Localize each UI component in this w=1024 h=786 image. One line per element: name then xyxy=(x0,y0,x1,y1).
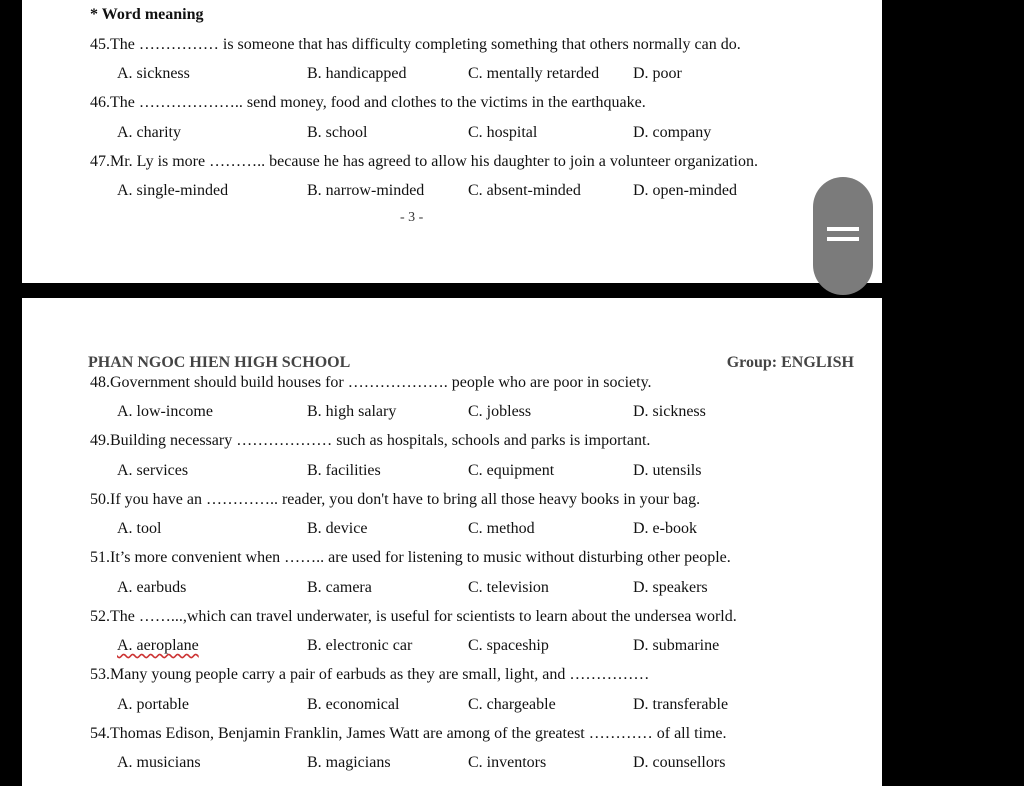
option-52-a xyxy=(117,637,199,655)
option-51-d: D. speakers xyxy=(633,579,708,596)
option-45-c: C. mentally retarded xyxy=(468,65,600,82)
document-page-top xyxy=(22,0,882,283)
question-47: 47.Mr. Ly is more ……….. because he has agreed to allow his daughter to join a volunteer organization. xyxy=(90,153,758,170)
option-46-d: D. company xyxy=(633,124,712,141)
option-54-d: D. counsellors xyxy=(633,754,726,771)
option-48-b: B. high salary xyxy=(307,403,397,420)
option-53-c: C. chargeable xyxy=(468,696,556,713)
option-52-c: C. spaceship xyxy=(468,637,549,654)
question-46: 46.The ……………….. send money, food and clothes to the victims in the earthquake. xyxy=(90,94,646,111)
question-48: 48.Government should build houses for ………………. people who are poor in society. xyxy=(90,374,652,391)
option-45-d: D. poor xyxy=(633,65,682,82)
option-53-d: D. transferable xyxy=(633,696,729,713)
option-47-c: C. absent-minded xyxy=(468,182,581,199)
option-53-b: B. economical xyxy=(307,696,400,713)
option-50-a: A. tool xyxy=(117,520,162,537)
option-50-b: B. device xyxy=(307,520,368,537)
option-50-c: C. method xyxy=(468,520,535,537)
option-54-b: B. magicians xyxy=(307,754,391,771)
option-49-d: D. utensils xyxy=(633,462,702,479)
option-49-b: B. facilities xyxy=(307,462,381,479)
question-51: 51.It’s more convenient when …….. are used for listening to music without disturbing other people. xyxy=(90,549,731,566)
question-53: 53.Many young people carry a pair of earbuds as they are small, light, and …………… xyxy=(90,666,650,683)
option-52-a-text: A. aeroplane xyxy=(117,637,199,654)
option-54-c: C. inventors xyxy=(468,754,547,771)
option-46-b: B. school xyxy=(307,124,368,141)
option-51-b: B. camera xyxy=(307,579,372,596)
question-52: 52.The ……...,which can travel underwater, is useful for scientists to learn about the undersea world. xyxy=(90,608,737,625)
scroll-handle[interactable] xyxy=(813,177,873,295)
option-46-a: A. charity xyxy=(117,124,181,141)
question-54: 54.Thomas Edison, Benjamin Franklin, James Watt are among of the greatest ………… of all time. xyxy=(90,725,727,742)
question-45: 45.The …………… is someone that has difficulty completing something that others normally can do. xyxy=(90,36,741,53)
school-name: PHAN NGOC HIEN HIGH SCHOOL xyxy=(88,354,351,371)
option-53-a: A. portable xyxy=(117,696,189,713)
option-51-c: C. television xyxy=(468,579,549,596)
option-49-c: C. equipment xyxy=(468,462,555,479)
section-heading: * Word meaning xyxy=(90,6,204,23)
question-49: 49.Building necessary ……………… such as hospitals, schools and parks is important. xyxy=(90,432,651,449)
question-50: 50.If you have an ………….. reader, you don't have to bring all those heavy books in your bag. xyxy=(90,491,701,508)
option-51-a: A. earbuds xyxy=(117,579,187,596)
option-49-a: A. services xyxy=(117,462,189,479)
option-45-a: A. sickness xyxy=(117,65,190,82)
document-page-bottom xyxy=(22,298,882,786)
option-52-b: B. electronic car xyxy=(307,637,413,654)
option-47-b: B. narrow-minded xyxy=(307,182,425,199)
page-number: - 3 - xyxy=(400,210,424,225)
drag-handle-icon xyxy=(827,227,859,243)
option-54-a: A. musicians xyxy=(117,754,201,771)
option-45-b: B. handicapped xyxy=(307,65,407,82)
option-48-a: A. low-income xyxy=(117,403,213,420)
option-52-d: D. submarine xyxy=(633,637,720,654)
option-50-d: D. e-book xyxy=(633,520,697,537)
group-label: Group: ENGLISH xyxy=(726,354,854,371)
option-48-d: D. sickness xyxy=(633,403,706,420)
option-46-c: C. hospital xyxy=(468,124,538,141)
option-47-a: A. single-minded xyxy=(117,182,229,199)
option-48-c: C. jobless xyxy=(468,403,532,420)
option-47-d: D. open-minded xyxy=(633,182,737,199)
